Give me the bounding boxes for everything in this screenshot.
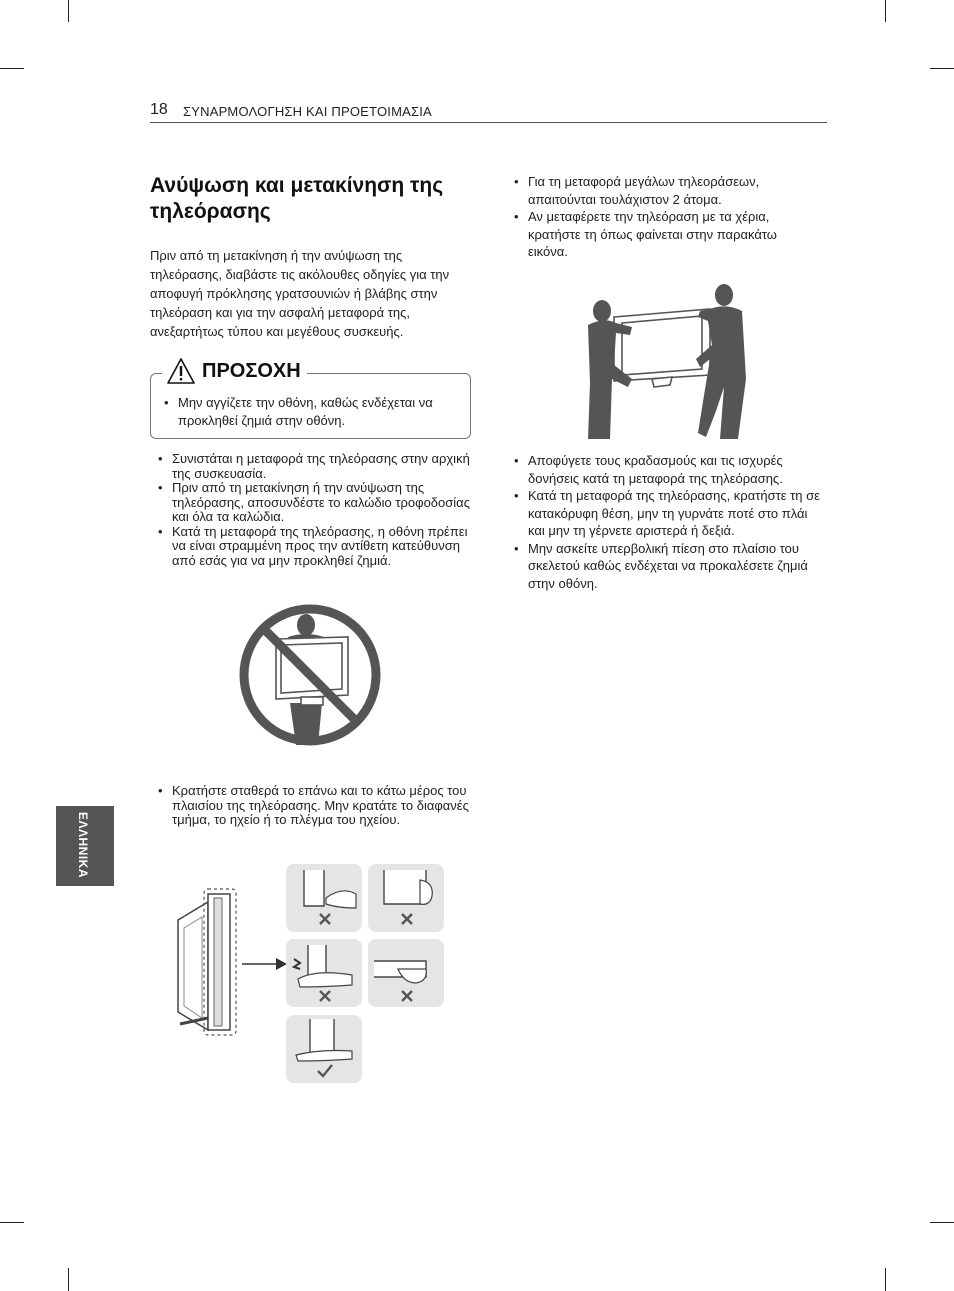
header-rule (150, 122, 827, 123)
language-tab-label: ΕΛΛΗΝΙΚΑ (76, 812, 90, 879)
grip-panel-wrong-3 (286, 939, 362, 1007)
section-title: ΣΥΝΑΡΜΟΛΟΓΗΣΗ ΚΑΙ ΠΡΟΕΤΟΙΜΑΣΙΑ (183, 104, 432, 119)
bullet-list-right-1 (514, 173, 814, 261)
list-item: • Πριν από τη μετακίνηση ή την ανύψωση της τηλεόρασης, αποσυνδέστε το καλώδιο τροφοδοσίας και όλα τα καλώδια. (158, 481, 470, 525)
prohibited-carry-illustration (236, 603, 386, 753)
list-item: • Κατά τη μεταφορά της τηλεόρασης, κρατήστε τη σε κατακόρυφη θέση, μην τη γυρνάτε ποτέ στο πλάι και μην τη γέρνετε αριστερά ή δεξιά. (514, 487, 826, 540)
grip-panel-wrong-1 (286, 864, 362, 932)
tv-outline (614, 309, 710, 387)
grip-panel-correct (286, 1015, 362, 1083)
crop-mark (930, 1222, 954, 1223)
caution-list (164, 394, 464, 429)
crop-mark (68, 1268, 69, 1291)
bullet-list-left-1 (158, 452, 470, 568)
arrow-icon (242, 957, 288, 971)
bullet-list-right-2 (514, 452, 826, 592)
page-heading: Ανύψωση και μετακίνηση της τηλεόρασης (150, 174, 444, 223)
list-item: • Κρατήστε σταθερά το επάνω και το κάτω μέρος του πλαισίου της τηλεόρασης. Μην κρατάτε το διαφανές τμήμα, το ηχείο ή το πλέγμα του ηχείου. (158, 784, 470, 828)
two-person-carry-illustration (586, 283, 748, 439)
caution-header (162, 356, 307, 386)
list-item: • Για τη μεταφορά μεγάλων τηλεοράσεων, απαιτούνται τουλάχιστον 2 άτομα. (514, 173, 814, 208)
crop-mark (0, 68, 24, 69)
crop-mark (68, 0, 69, 22)
warning-triangle-icon (166, 357, 196, 385)
list-item: • Αν μεταφέρετε την τηλεόραση με τα χέρια, κρατήστε τη όπως φαίνεται στην παρακάτω εικόνα. (514, 208, 814, 261)
crop-mark (0, 1222, 24, 1223)
intro-paragraph: Πριν από τη μετακίνηση ή την ανύψωση της τηλεόρασης, διαβάστε τις ακόλουθες οδηγίες για την αποφυγή πρόκλησης γρατσουνιών ή βλάβης στην τηλεόραση και για την ασφαλή μεταφορά της, ανεξαρτήτως τύπου και μεγέθους συσκευής. (150, 248, 450, 339)
language-tab (56, 806, 114, 886)
list-item: • Μην αγγίζετε την οθόνη, καθώς ενδέχεται να προκληθεί ζημιά στην οθόνη. (164, 394, 464, 429)
grip-panel-wrong-2 (368, 864, 444, 932)
list-item: • Αποφύγετε τους κραδασμούς και τις ισχυρές δονήσεις κατά τη μεταφορά της τηλεόρασης. (514, 452, 826, 487)
list-item: • Συνιστάται η μεταφορά της τηλεόρασης στην αρχική της συσκευασία. (158, 452, 470, 481)
page-number: 18 (150, 101, 168, 118)
list-item: • Μην ασκείτε υπερβολική πίεση στο πλαίσιο του σκελετού καθώς ενδέχεται να προκαλέσετε ζημιά στην οθόνη. (514, 540, 826, 593)
crop-mark (930, 68, 954, 69)
grip-panel-wrong-4 (368, 939, 444, 1007)
crop-mark (885, 1268, 886, 1291)
bullet-list-left-2 (158, 784, 470, 828)
crop-mark (885, 0, 886, 22)
person-silhouette-right (696, 284, 746, 439)
list-item: • Κατά τη μεταφορά της τηλεόρασης, η οθόνη πρέπει να είναι στραμμένη προς την αντίθετη κατεύθυνση από εσάς για να μην προκληθεί ζημιά. (158, 525, 470, 569)
caution-label: ΠΡΟΣΟΧΗ (202, 359, 301, 382)
tv-side-illustration (172, 884, 252, 1044)
